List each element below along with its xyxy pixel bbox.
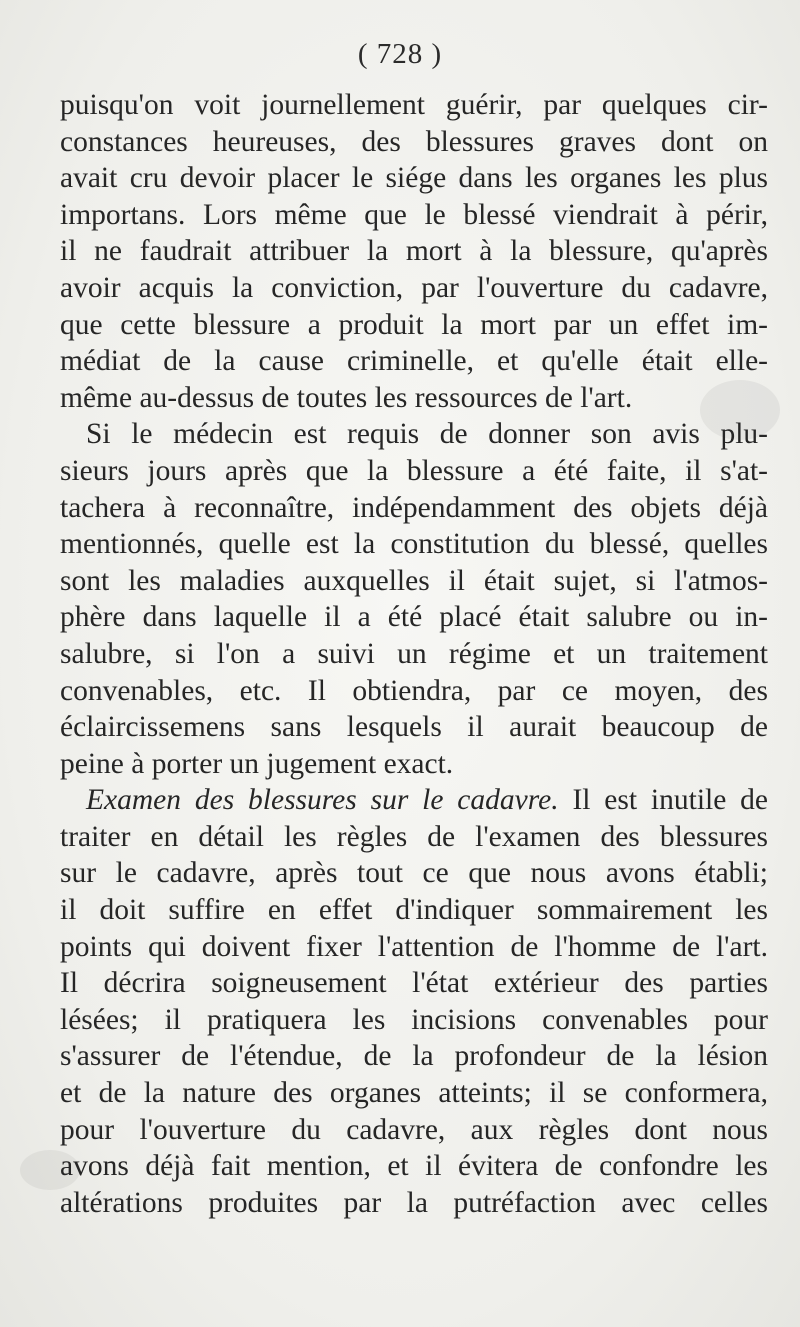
section-heading: Examen des blessures sur le cadavre. xyxy=(86,784,559,817)
text-line: convenables, etc. Il obtiendra, par ce moyen, des xyxy=(60,674,768,707)
text-line: peine à porter un jugement exact. xyxy=(60,747,454,780)
text-line: points qui doivent fixer l'attention de l'homme de l'art. xyxy=(60,930,768,963)
text-line: il doit suffire en effet d'indiquer sommairement les xyxy=(60,894,768,927)
text-line: salubre, si l'on a suivi un régime et un traitement xyxy=(60,637,768,670)
text-line: sieurs jours après que la blessure a été faite, il s'at- xyxy=(60,454,768,487)
text-line: éclaircissemens sans lesquels il aurait beaucoup de xyxy=(60,711,768,744)
text-line: même au-dessus de toutes les ressources de l'art. xyxy=(60,381,633,414)
text-line: avait cru devoir placer le siége dans les organes les plus xyxy=(60,162,768,195)
text-line: et de la nature des organes atteints; il se conformera, xyxy=(60,1077,768,1110)
paragraph xyxy=(60,87,768,416)
body-text xyxy=(60,87,768,1221)
text-line: tachera à reconnaître, indépendamment des objets déjà xyxy=(60,491,768,524)
text-line: importans. Lors même que le blessé viendrait à périr, xyxy=(60,198,768,231)
text-line xyxy=(60,782,768,819)
paragraph xyxy=(60,782,768,1221)
text-line: phère dans laquelle il a été placé était salubre ou in- xyxy=(60,601,768,634)
paragraph xyxy=(60,416,768,782)
text-line: avons déjà fait mention, et il évitera de confondre les xyxy=(60,1150,768,1183)
text-run: Il est inutile de xyxy=(558,784,769,817)
text-line: s'assurer de l'étendue, de la profondeur de la lésion xyxy=(60,1040,768,1073)
text-line: pour l'ouverture du cadavre, aux règles dont nous xyxy=(60,1113,768,1146)
text-line: Il décrira soigneusement l'état extérieur des parties xyxy=(60,967,768,1000)
text-line: constances heureuses, des blessures graves dont on xyxy=(60,125,768,158)
page-number: ( 728 ) xyxy=(357,38,443,70)
text-line: médiat de la cause criminelle, et qu'elle était elle- xyxy=(60,345,768,378)
text-line: mentionnés, quelle est la constitution du blessé, quelles xyxy=(60,528,768,561)
text-line: traiter en détail les règles de l'examen des blessures xyxy=(60,820,768,853)
text-line: Si le médecin est requis de donner son avis plu- xyxy=(86,418,768,451)
text-line: il ne faudrait attribuer la mort à la blessure, qu'après xyxy=(60,235,768,268)
text-line: sur le cadavre, après tout ce que nous avons établi; xyxy=(60,857,768,890)
text-line: lésées; il pratiquera les incisions convenables pour xyxy=(60,1003,768,1036)
text-line: que cette blessure a produit la mort par un effet im- xyxy=(60,308,768,341)
text-line: avoir acquis la conviction, par l'ouverture du cadavre, xyxy=(60,271,768,304)
text-line: altérations produites par la putréfaction avec celles xyxy=(60,1186,768,1219)
text-line: sont les maladies auxquelles il était sujet, si l'atmos- xyxy=(60,564,768,597)
text-line: puisqu'on voit journellement guérir, par quelques cir- xyxy=(60,89,768,121)
